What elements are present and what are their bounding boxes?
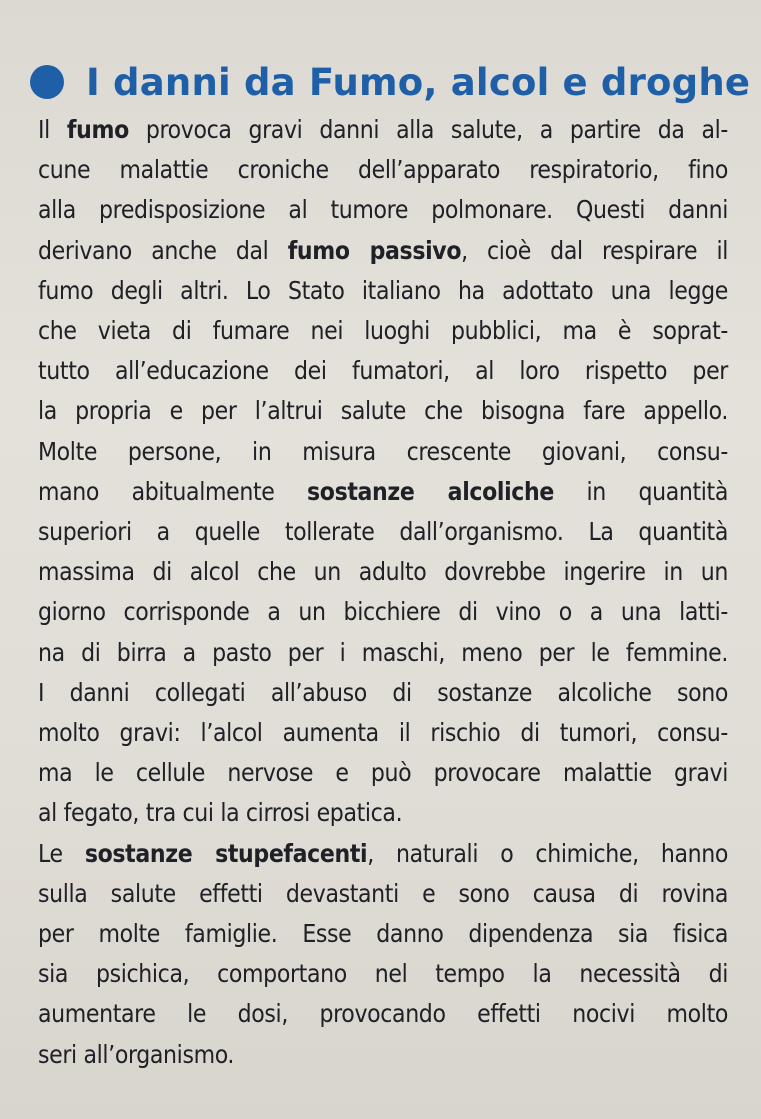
text-line xyxy=(38,673,728,713)
bold-term: fumo passivo xyxy=(287,235,462,265)
text-line xyxy=(38,231,728,271)
text-run: Le xyxy=(38,838,85,868)
text-run: in quantità xyxy=(553,476,728,506)
paragraph xyxy=(38,110,728,432)
text-line xyxy=(38,874,728,914)
text-line xyxy=(38,190,728,230)
bold-term: sostanze alcoliche xyxy=(307,476,554,506)
text-run: la propria e per l’altrui salute che bisogna fare appello. xyxy=(38,396,728,426)
text-line xyxy=(38,592,728,632)
text-run: , naturali o chimiche, hanno xyxy=(367,838,729,868)
text-run: derivano anche dal xyxy=(38,235,288,265)
paragraph xyxy=(38,432,728,834)
text-run: sulla salute effetti devastanti e sono causa di rovina xyxy=(38,878,728,908)
text-run: giorno corrisponde a un bicchiere di vino o a una latti- xyxy=(38,597,728,627)
text-line xyxy=(38,713,728,753)
text-run: al fegato, tra cui la cirrosi epatica. xyxy=(38,798,403,828)
text-line xyxy=(38,633,728,673)
text-run: fumo degli altri. Lo Stato italiano ha adottato una legge xyxy=(38,275,728,305)
text-line xyxy=(38,552,728,592)
body-text xyxy=(38,110,728,1075)
section-heading xyxy=(30,52,750,112)
text-line xyxy=(38,351,728,391)
text-line xyxy=(38,271,728,311)
text-line xyxy=(38,753,728,793)
text-run: che vieta di fumare nei luoghi pubblici, ma è soprat- xyxy=(38,316,728,346)
text-line xyxy=(38,311,728,351)
text-line xyxy=(38,512,728,552)
text-run: ma le cellule nervose e può provocare malattie gravi xyxy=(38,758,728,788)
text-line xyxy=(38,432,728,472)
text-line xyxy=(38,472,728,512)
text-line xyxy=(38,1035,728,1075)
text-run: , cioè dal respirare il xyxy=(461,235,729,265)
bold-term: fumo xyxy=(66,115,129,144)
paragraph xyxy=(38,834,728,1075)
text-run: molto gravi: l’alcol aumenta il rischio di tumori, consu- xyxy=(38,718,728,748)
section-title: I danni da Fumo, alcol e droghe xyxy=(86,60,751,104)
text-run: aumentare le dosi, provocando effetti nocivi molto xyxy=(38,999,728,1029)
text-line xyxy=(38,391,728,431)
text-line xyxy=(38,834,728,874)
text-line xyxy=(38,994,728,1034)
text-run: massima di alcol che un adulto dovrebbe ingerire in un xyxy=(38,557,728,587)
bold-term: sostanze stupefacenti xyxy=(84,838,368,868)
text-run: Il xyxy=(38,115,67,144)
text-run: mano abitualmente xyxy=(38,476,307,506)
text-line xyxy=(38,914,728,954)
text-run: Molte persone, in misura crescente giovani, consu- xyxy=(38,436,728,466)
text-line xyxy=(38,793,728,833)
text-run: superiori a quelle tollerate dall’organismo. La quantità xyxy=(38,517,728,547)
text-run: cune malattie croniche dell’apparato respiratorio, fino xyxy=(38,155,728,185)
bullet-dot-icon xyxy=(30,65,64,99)
text-line xyxy=(38,954,728,994)
text-line xyxy=(38,150,728,190)
text-run: sia psichica, comportano nel tempo la necessità di xyxy=(38,959,728,989)
text-run: alla predisposizione al tumore polmonare. Questi danni xyxy=(38,195,728,225)
text-run: I danni collegati all’abuso di sostanze alcoliche sono xyxy=(38,677,728,707)
text-run: na di birra a pasto per i maschi, meno per le femmine. xyxy=(38,637,728,667)
text-run: tutto all’educazione dei fumatori, al loro rispetto per xyxy=(38,356,728,386)
text-run: seri all’organismo. xyxy=(38,1039,235,1069)
text-line xyxy=(38,110,728,150)
text-run: provoca gravi danni alla salute, a partire da al- xyxy=(128,115,728,144)
text-run: per molte famiglie. Esse danno dipendenza sia fisica xyxy=(38,919,728,949)
